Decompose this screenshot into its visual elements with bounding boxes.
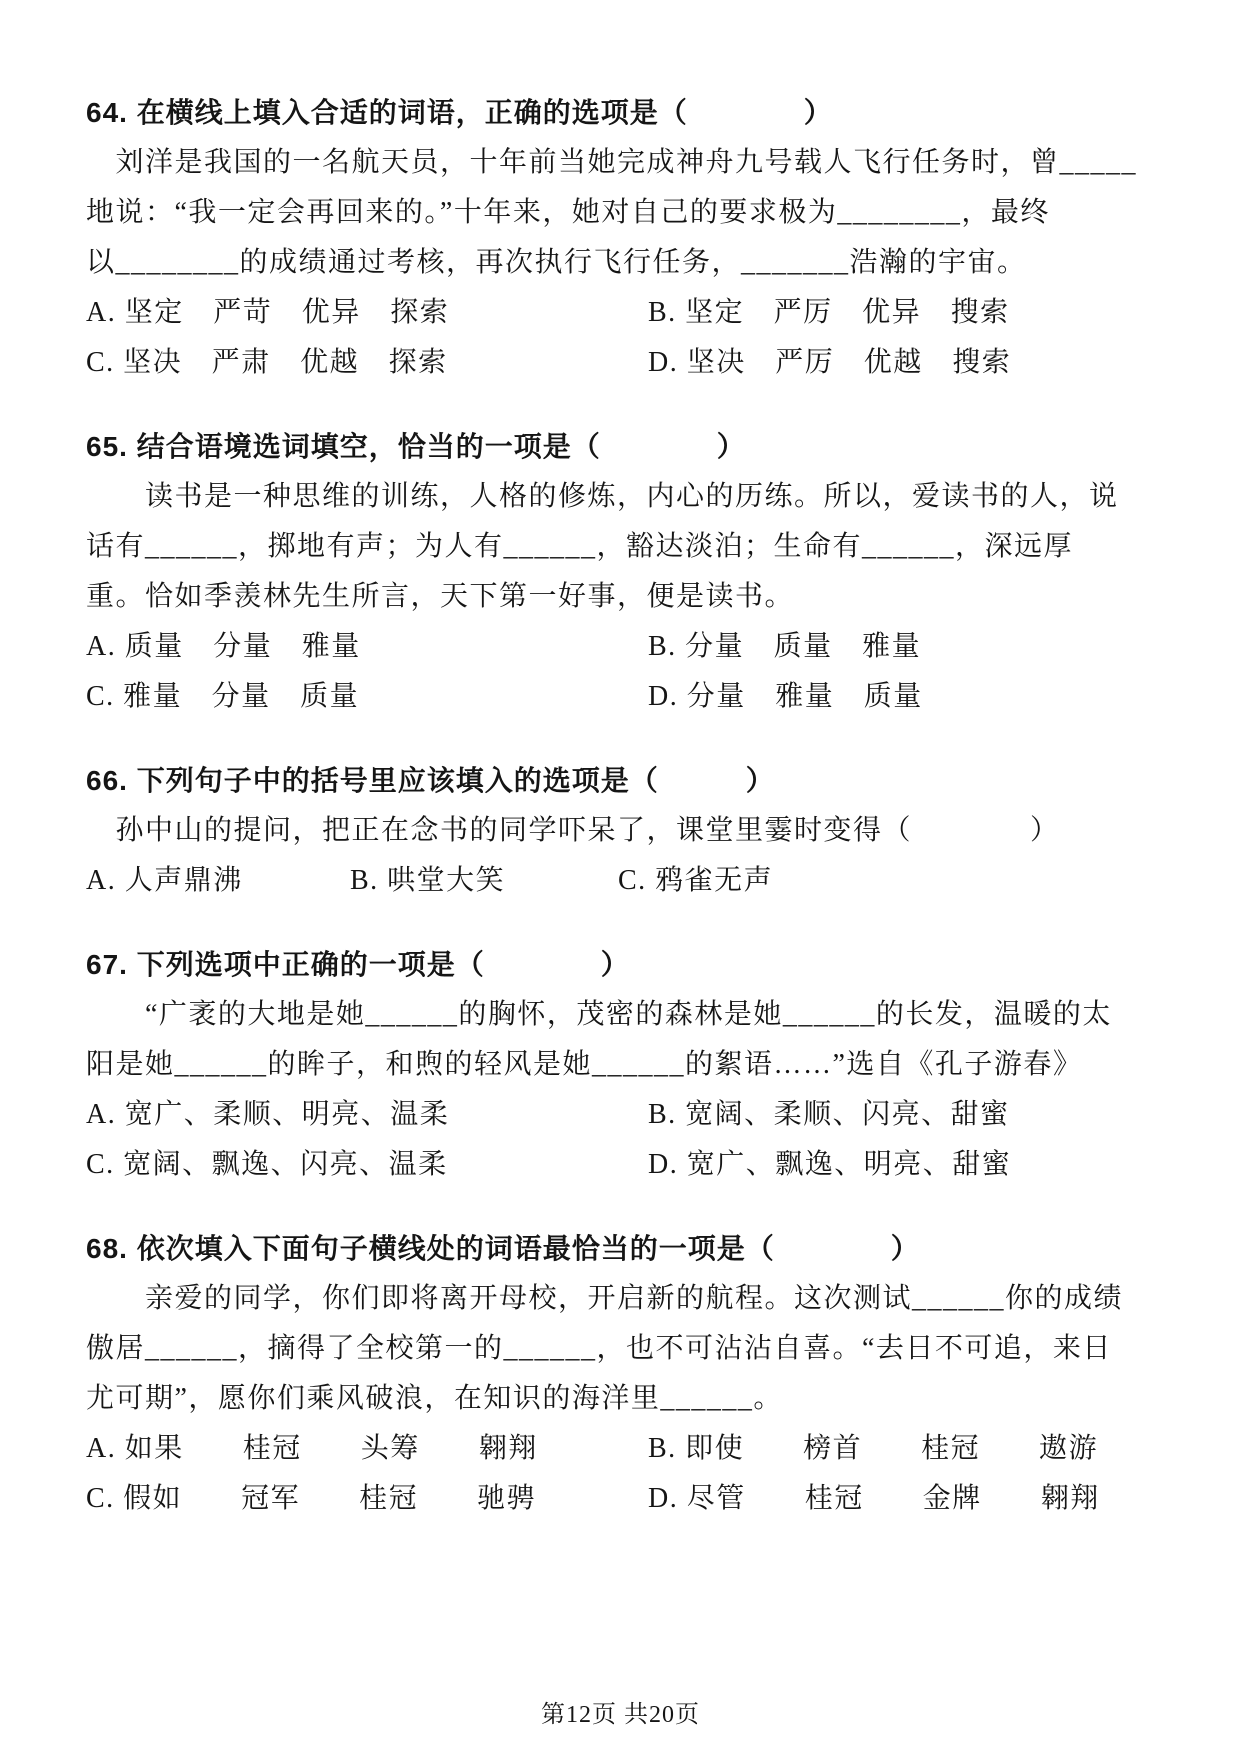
question-65 xyxy=(86,422,1167,722)
question-64-options xyxy=(86,288,1167,388)
question-66-heading: 66. 下列句子中的括号里应该填入的选项是（ ） xyxy=(86,765,775,796)
question-64-option-c: C. 坚决 严肃 优越 探索 xyxy=(86,347,448,378)
question-67-options xyxy=(86,1090,1167,1190)
question-68-options xyxy=(86,1424,1167,1524)
question-67-option-c: C. 宽阔、飘逸、闪亮、温柔 xyxy=(86,1149,448,1180)
page-number: 第12页 共20页 xyxy=(541,1702,700,1728)
question-64-body-line: 以________的成绩通过考核，再次执行飞行任务，_______浩瀚的宇宙。 xyxy=(86,247,1027,278)
question-68-option-d: D. 尽管 桂冠 金牌 翱翔 xyxy=(648,1483,1100,1514)
question-65-option-d: D. 分量 雅量 质量 xyxy=(648,681,923,712)
question-68-body-line: 尤可期”，愿你们乘风破浪，在知识的海洋里______。 xyxy=(86,1383,783,1414)
question-64 xyxy=(86,88,1167,388)
question-64-option-d: D. 坚决 严厉 优越 搜索 xyxy=(648,347,1012,378)
question-67-option-a: A. 宽广、柔顺、明亮、温柔 xyxy=(86,1099,450,1130)
question-65-option-b: B. 分量 质量 雅量 xyxy=(648,631,922,662)
question-65-body-line: 读书是一种思维的训练，人格的修炼，内心的历练。所以，爱读书的人，说 xyxy=(86,481,1119,512)
question-66-option-b: B. 哄堂大笑 xyxy=(350,865,506,896)
question-66-option-a: A. 人声鼎沸 xyxy=(86,865,243,896)
question-66 xyxy=(86,756,1167,906)
question-64-option-a: A. 坚定 严苛 优异 探索 xyxy=(86,297,450,328)
question-68-option-b: B. 即使 榜首 桂冠 遨游 xyxy=(648,1433,1099,1464)
question-66-option-c: C. 鸦雀无声 xyxy=(618,865,774,896)
question-65-option-a: A. 质量 分量 雅量 xyxy=(86,631,361,662)
question-67-body-line: 阳是她______的眸子，和煦的轻风是她______的絮语……”选自《孔子游春》 xyxy=(86,1049,1083,1080)
question-64-heading: 64. 在横线上填入合适的词语，正确的选项是（ ） xyxy=(86,97,833,128)
question-67 xyxy=(86,940,1167,1190)
question-67-body-line: “广袤的大地是她______的胸怀，茂密的森林是她______的长发，温暖的太 xyxy=(86,999,1112,1030)
question-67-option-d: D. 宽广、飘逸、明亮、甜蜜 xyxy=(648,1149,1012,1180)
question-64-option-b: B. 坚定 严厉 优异 搜索 xyxy=(648,297,1010,328)
question-68-body-line: 亲爱的同学，你们即将离开母校，开启新的航程。这次测试______你的成绩 xyxy=(86,1283,1124,1314)
question-67-heading: 67. 下列选项中正确的一项是（ ） xyxy=(86,949,630,980)
question-68 xyxy=(86,1224,1167,1524)
question-66-options xyxy=(86,856,1167,906)
question-64-body-line: 地说：“我一定会再回来的。”十年来，她对自己的要求极为________，最终 xyxy=(86,197,1050,228)
question-64-body-line: 刘洋是我国的一名航天员，十年前当她完成神舟九号载人飞行任务时，曾_____ xyxy=(86,147,1138,178)
question-68-option-a: A. 如果 桂冠 头筹 翱翔 xyxy=(86,1433,538,1464)
question-65-body-line: 话有______，掷地有声；为人有______，豁达淡泊；生命有______，深远厚 xyxy=(86,531,1074,562)
question-67-option-b: B. 宽阔、柔顺、闪亮、甜蜜 xyxy=(648,1099,1010,1130)
question-68-heading: 68. 依次填入下面句子横线处的词语最恰当的一项是（ ） xyxy=(86,1233,920,1264)
question-68-option-c: C. 假如 冠军 桂冠 驰骋 xyxy=(86,1483,537,1514)
question-65-options xyxy=(86,622,1167,722)
question-68-body-line: 傲居______，摘得了全校第一的______，也不可沾沾自喜。“去日不可追，来日 xyxy=(86,1333,1112,1364)
question-66-body-line: 孙中山的提问，把正在念书的同学吓呆了，课堂里霎时变得（ ） xyxy=(86,815,1060,846)
question-65-option-c: C. 雅量 分量 质量 xyxy=(86,681,360,712)
question-65-heading: 65. 结合语境选词填空，恰当的一项是（ ） xyxy=(86,431,746,462)
question-65-body-line: 重。恰如季羡林先生所言，天下第一好事，便是读书。 xyxy=(86,581,795,612)
